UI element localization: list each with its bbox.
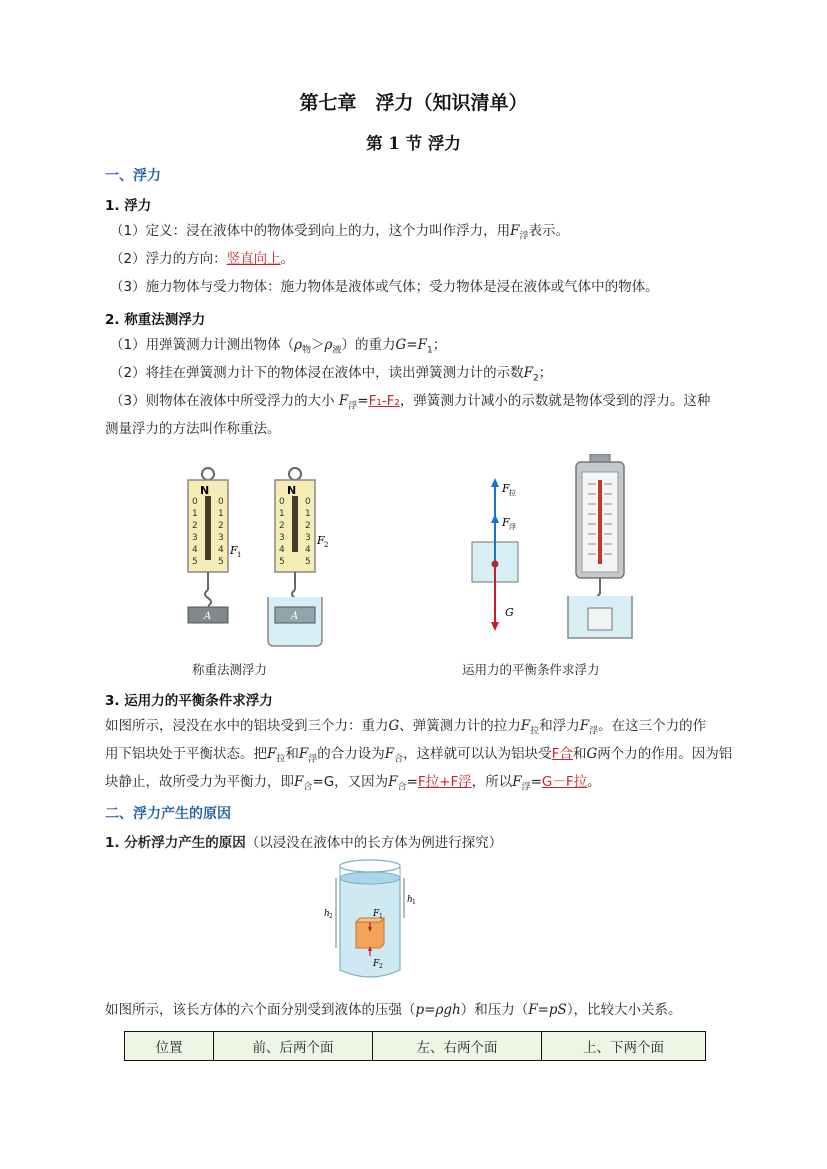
tick: 1: [192, 509, 198, 519]
tick: 3: [192, 533, 198, 543]
tick: 2: [279, 521, 285, 531]
table-header-cell: 左、右两个面: [373, 1032, 542, 1061]
table-header-cell: 位置: [125, 1032, 214, 1061]
force-diagram: [460, 474, 530, 634]
label-F-pull: F: [502, 482, 510, 495]
tick: 2: [218, 521, 224, 531]
balance-line-3: 块静止，故所受力为平衡力，即$F_合=G$，又因为$F_合=F$拉+F浮，所以$F_浮=G-F$拉。: [105, 774, 601, 793]
label-h2-sub: 2: [329, 913, 333, 920]
label-h2: h: [324, 909, 330, 919]
answer-direction: 竖直向上: [226, 251, 281, 267]
label-F1-cyl: F: [373, 909, 380, 919]
weighing-step-2: （2）将挂在弹簧测力计下的物体浸在液体中，读出弹簧测力计的示数$F_2$；: [110, 365, 553, 384]
tick: 4: [192, 545, 198, 555]
scale2-N: N: [287, 484, 297, 497]
section-heading-cause: 二、浮力产生的原因: [105, 806, 231, 822]
tick: 0: [305, 497, 311, 507]
label-G: G: [505, 606, 514, 619]
block-A-2: A: [291, 611, 299, 622]
subheading-balance-method: 3. 运用力的平衡条件求浮力: [105, 693, 273, 709]
weighing-step-3: （3）则物体在液体中所受浮力的大小 $F_浮=F_1-F_2$，弹簧测力计减小的示数就是物体受到的浮力。这种: [110, 393, 711, 412]
label-F2: F: [317, 534, 325, 547]
label-F2-cyl: F: [373, 959, 380, 969]
label-F2-sub: 2: [324, 541, 329, 549]
label-F1-cyl-sub: 1: [379, 913, 383, 920]
block-A-1: A: [204, 611, 212, 622]
comparison-table: [124, 1031, 706, 1061]
balance-line-2: 用下铝块处于平衡状态。把$F_拉$和$F_浮$的合力设为$F_合$，这样就可以认为铝块受F合和G两个力的作用。因为铝: [105, 746, 733, 765]
answer-sum: F拉+F浮: [417, 774, 472, 790]
tick: 4: [305, 545, 311, 555]
section-title: 第 1 节 浮力: [366, 134, 461, 153]
right-figure-caption: 运用力的平衡条件求浮力: [462, 662, 600, 677]
tick: 4: [218, 545, 224, 555]
label-h1-sub: 1: [412, 899, 416, 906]
tick: 0: [218, 497, 224, 507]
table-header-cell: 上、下两个面: [542, 1032, 706, 1061]
spring-scale-beaker: [560, 454, 640, 644]
weighing-step-3-cont: 测量浮力的方法叫作称重法。: [105, 421, 281, 437]
tick: 5: [192, 557, 198, 567]
force-objects-line: （3）施力物体与受力物体：施力物体是液体或气体；受力物体是浸在液体或气体中的物体。: [110, 279, 659, 295]
subheading-cause-analysis: 1. 分析浮力产生的原因（以浸没在液体中的长方体为例进行探究）: [105, 835, 503, 851]
label-F-buoy: F: [502, 516, 510, 529]
tick: 3: [279, 533, 285, 543]
cylinder-figure: [318, 858, 418, 988]
label-F-pull-sub: 拉: [509, 489, 516, 497]
answer-buoyancy: G－F拉: [541, 774, 588, 790]
label-F1: F: [230, 544, 238, 557]
direction-line: （2）浮力的方向：竖直向上。: [110, 251, 295, 267]
tick: 1: [279, 509, 285, 519]
balance-line-1: 如图所示，浸没在水中的铝块受到三个力：重力G、弹簧测力计的拉力$F_拉$和浮力$F_浮$。在这三个力的作: [105, 718, 707, 737]
tick: 5: [279, 557, 285, 567]
table-header-cell: 前、后两个面: [214, 1032, 373, 1061]
page-title: 第七章 浮力（知识清单）: [299, 92, 528, 114]
tick: 0: [192, 497, 198, 507]
tick: 3: [218, 533, 224, 543]
left-figure-caption: 称重法测浮力: [192, 662, 268, 677]
tick: 0: [279, 497, 285, 507]
subheading-buoyancy: 1. 浮力: [105, 198, 152, 214]
answer-resultant: F合: [551, 746, 573, 762]
tick: 5: [305, 557, 311, 567]
tick: 4: [279, 545, 285, 555]
label-h1: h: [407, 895, 413, 905]
pressure-line: 如图所示，该长方体的六个面分别受到液体的压强（p=ρgh）和压力（F=pS），比较大小关系。: [105, 1002, 682, 1018]
definition-line: （1）定义：浸在液体中的物体受到向上的力，这个力叫作浮力，用$F_浮$表示。: [110, 223, 569, 242]
label-F1-sub: 1: [237, 551, 242, 559]
weighing-step-1: （1）用弹簧测力计测出物体$(\rho_物>\rho_液)$的重力$G=F_1$；: [110, 337, 447, 356]
tick: 2: [305, 521, 311, 531]
section-heading-buoyancy: 一、浮力: [105, 168, 161, 184]
table-header-row: [125, 1032, 706, 1061]
tick: 5: [218, 557, 224, 567]
scale1-N: N: [200, 484, 210, 497]
spring-scales-figure: [180, 462, 340, 652]
tick: 3: [305, 533, 311, 543]
tick: 1: [218, 509, 224, 519]
tick: 1: [305, 509, 311, 519]
label-F-buoy-sub: 浮: [509, 523, 516, 531]
subheading-weighing-method: 2. 称重法测浮力: [105, 312, 206, 328]
tick: 2: [192, 521, 198, 531]
label-F2-cyl-sub: 2: [379, 963, 383, 970]
answer-weighing: F₁-F₂: [368, 393, 400, 409]
